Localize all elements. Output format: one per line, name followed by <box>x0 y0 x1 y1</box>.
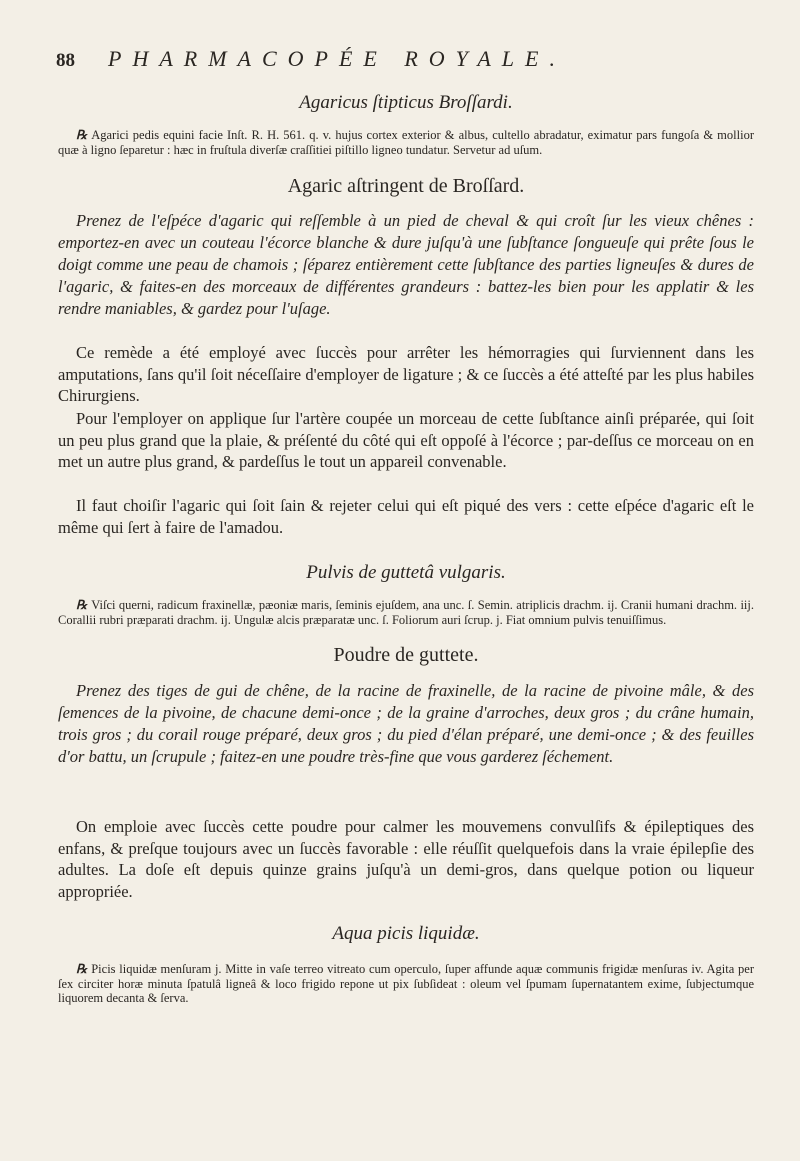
latin-recipe-text <box>58 128 754 157</box>
page-number: 88 <box>56 50 75 71</box>
recipe-symbol: ℞ <box>76 962 88 976</box>
recipe-symbol: ℞ <box>76 598 88 612</box>
french-recipe-title: Agaric aſtringent de Broſſard. <box>287 175 525 197</box>
french-recipe-instructions: Prenez des tiges de gui de chêne, de la racine de fraxinelle, de la racine de pivoine mâle, & des ſemences de la pivoine, de chacune demi-once ; de la graine d'arroches, deux gros ; du crâne humain, trois gros ; du corail rouge préparé, deux gros ; du pied d'élan préparé, une demi-once ; & des feuilles d'or battu, un ſcrupule ; faitez-en une poudre très-fine que vous garderez ſéchement. <box>58 681 754 766</box>
running-title: PHARMACOPÉE ROYALE. <box>108 46 566 71</box>
french-recipe-instructions: Prenez de l'eſpéce d'agaric qui reſſemble à un pied de cheval & qui croît ſur les vieux chênes : emportez-en avec un couteau l'écorce blanche & dure juſqu'à une ſubſtance ſongueuſe qui prête ſous le doigt comme une peau de chamois ; ſéparez entièrement cette ſubſtance des parties ligneuſes & dures de l'agaric, & faites-en des morceaux de différentes grandeurs : battez-les bien pour les applatir & les rendre maniables, & gardez pour l'uſage. <box>58 211 754 318</box>
commentary-paragraph: Pour l'employer on applique ſur l'artère coupée un morceau de cette ſubſtance ainſi préparée, qui ſoit un peu plus grand que la plaie, & préſenté du côté qui eſt oppoſé à l'écorce ; par-deſſus ce morceau on en met un autre plus grand, & pardeſſus le tout un appareil convenable. <box>58 409 754 471</box>
latin-recipe-title: Pulvis de guttetâ vulgaris. <box>306 562 506 583</box>
latin-recipe-title: Aqua picis liquidæ. <box>332 923 480 944</box>
latin-recipe-body: Viſci querni, radicum fraxinellæ, pæoniæ maris, ſeminis ejuſdem, ana unc. ſ. Semin. atriplicis drachm. ij. Cranii humani drachm. iij. Corallii rubri præparati drachm. ij. Ungulæ alcis præparatæ unc. ſ. Foliorum auri ſcrup. j. Fiat omnium pulvis tenuiſſimus. <box>58 598 754 627</box>
latin-recipe-text <box>58 598 754 627</box>
running-header <box>0 46 800 76</box>
commentary-paragraph: Il faut choiſir l'agaric qui ſoit ſain & rejeter celui qui eſt piqué des vers : cette eſpéce d'agaric eſt le même qui ſert à faire de l'amadou. <box>58 496 754 537</box>
latin-recipe-body: Picis liquidæ menſuram j. Mitte in vaſe terreo vitreato cum operculo, ſuper affunde aquæ communis frigidæ menſuras iv. Agita per ſex circiter horæ minuta ſpatulâ ligneâ & loco frigido repone ut pix ſubſideat : oleum vel ſpumam ſupernatantem exime, ſubjectumque liquorem decanta & ſerva. <box>58 962 754 1005</box>
latin-recipe-text <box>58 962 754 1006</box>
commentary-paragraph: Ce remède a été employé avec ſuccès pour arrêter les hémorragies qui ſurviennent dans les amputations, ſans qu'il ſoit néceſſaire d'employer de ligature ; & ce ſuccès a été atteſté par les plus habiles Chirurgiens. <box>58 343 754 405</box>
commentary-paragraph: On emploie avec ſuccès cette poudre pour calmer les mouvemens convulſifs & épileptiques des enfans, & preſque toujours avec un ſuccès favorable : elle réuſſit quelquefois dans la vraie épilepſie des adultes. La doſe eſt depuis quinze grains juſqu'à un demi-gros, dans quelque potion ou liqueur appropriée. <box>58 817 754 901</box>
latin-recipe-title: Agaricus ſtipticus Broſſardi. <box>299 92 513 113</box>
latin-recipe-body: Agarici pedis equini facie Inſt. R. H. 561. q. v. hujus cortex exterior & albus, cultello abradatur, eximatur pars fungoſa & mollior quæ à ligno ſeparetur : hæc in fruſtula diverſæ craſſitiei piſtillo ligneo tundatur. Servetur ad uſum. <box>58 128 754 157</box>
recipe-symbol: ℞ <box>76 128 88 142</box>
french-recipe-title: Poudre de guttete. <box>333 644 479 666</box>
